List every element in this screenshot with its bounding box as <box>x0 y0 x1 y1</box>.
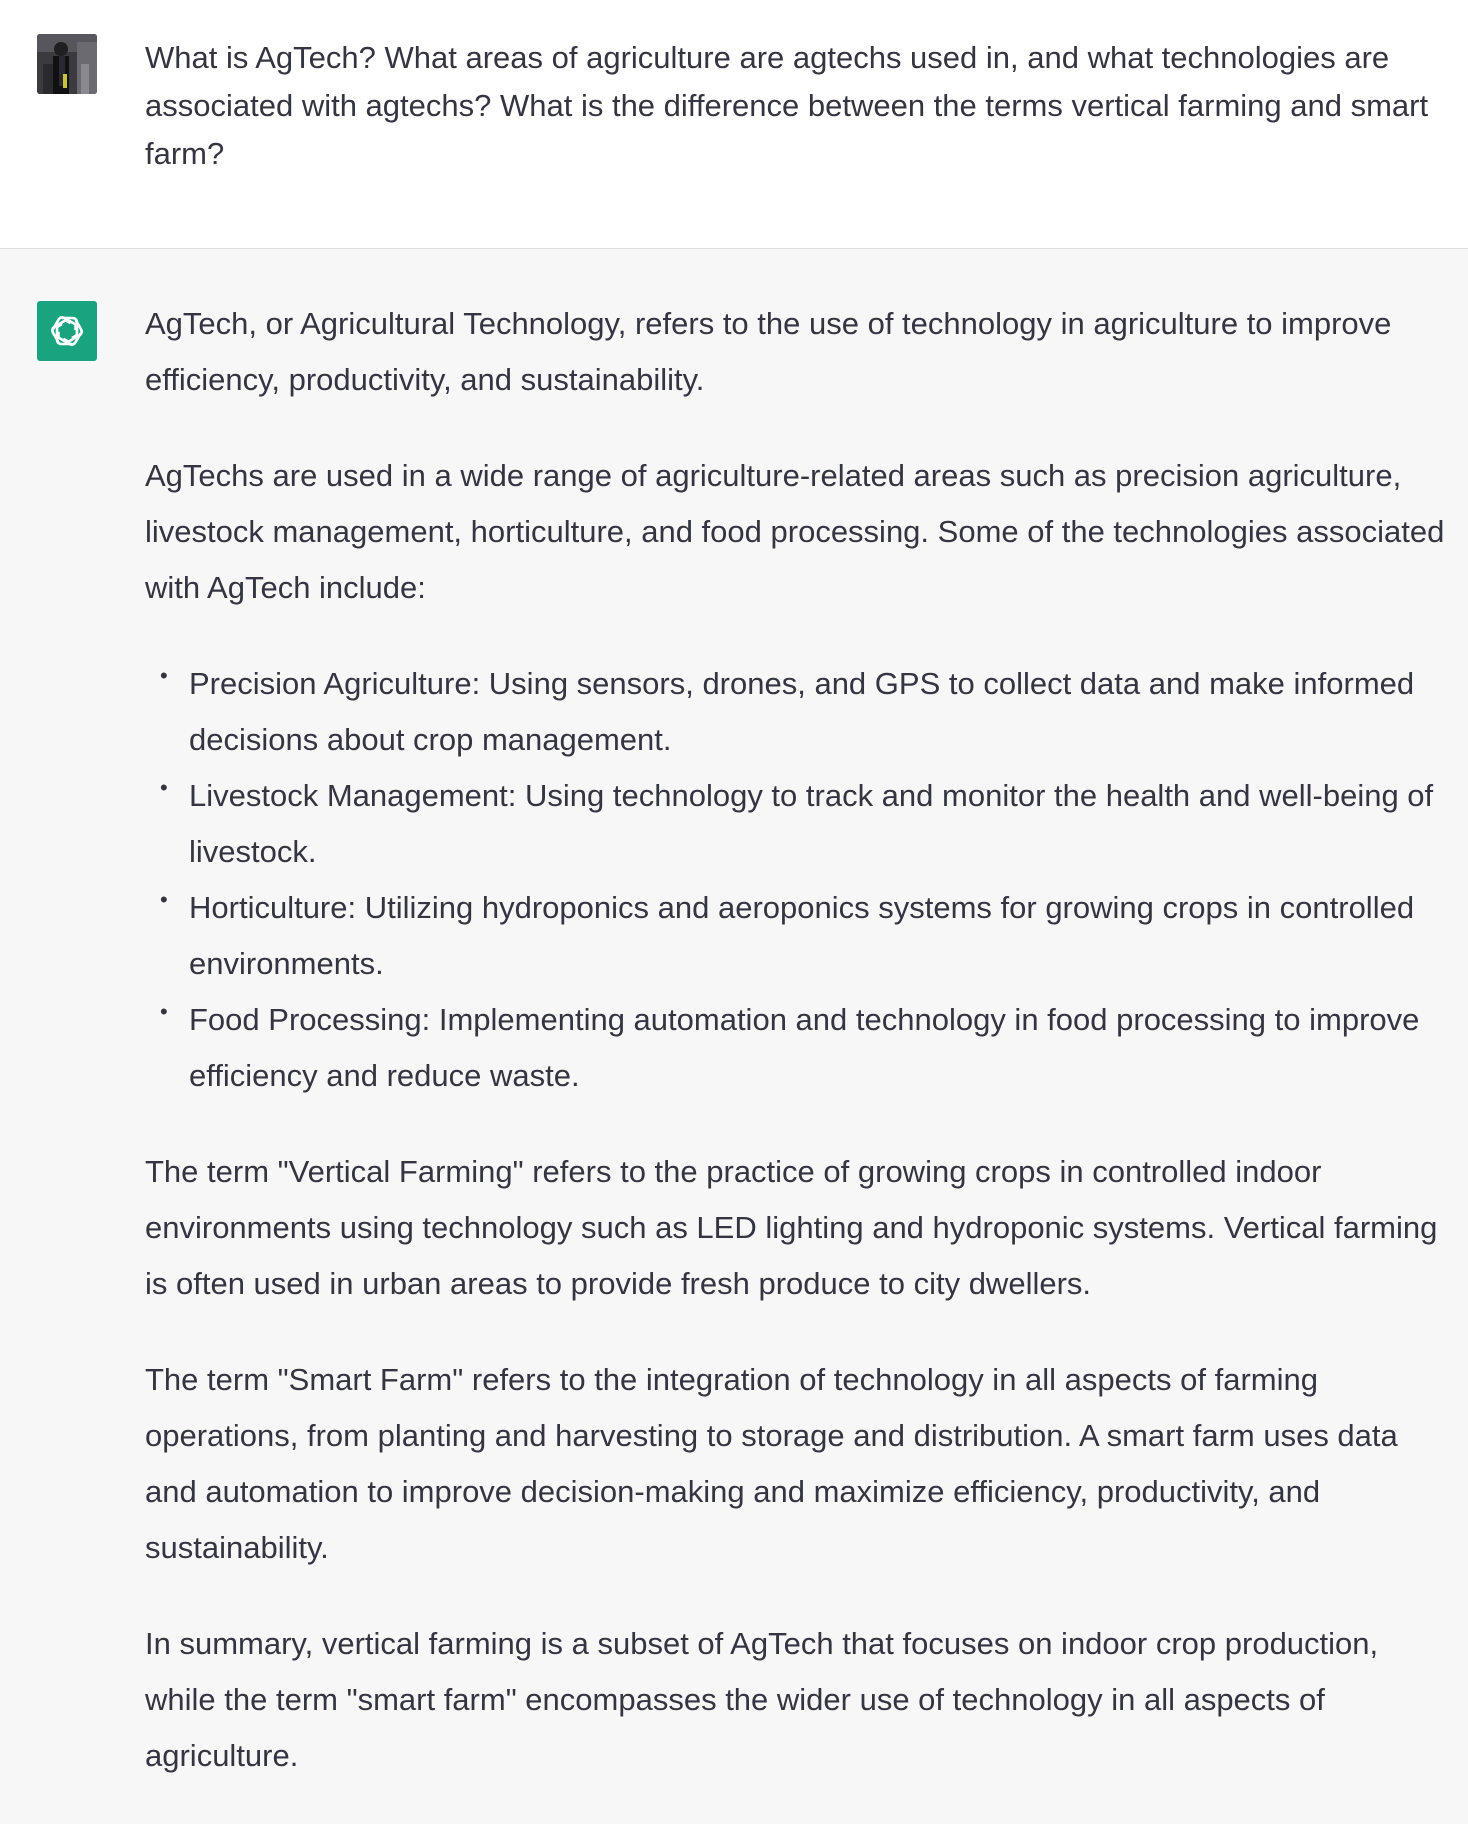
list-item-text: Food Processing: Implementing automation and technology in food processing to improve efficiency and reduce waste. <box>189 1002 1420 1093</box>
user-message-turn <box>0 0 1468 249</box>
bullet-marker: • <box>160 775 168 800</box>
user-photo-avatar-icon <box>37 34 97 94</box>
technologies-list <box>145 656 1455 1104</box>
assistant-paragraph-smart-farm: The term "Smart Farm" refers to the integration of technology in all aspects of farming operations, from planting and harvesting to storage and distribution. A smart farm uses data and automation to improve decision-making and maximize efficiency, productivity, and sustainability. <box>145 1362 1398 1565</box>
assistant-paragraph-definition: AgTech, or Agricultural Technology, refers to the use of technology in agriculture to improve efficiency, productivity, and sustainability. <box>145 306 1392 397</box>
assistant-avatar <box>37 301 97 361</box>
assistant-paragraph-summary: In summary, vertical farming is a subset of AgTech that focuses on indoor crop production, while the term "smart farm" encompasses the wider use of technology in all aspects of agriculture. <box>145 1626 1379 1773</box>
list-item <box>160 992 1455 1104</box>
bullet-marker: • <box>160 887 168 912</box>
openai-logo-icon <box>46 310 88 352</box>
list-item <box>160 656 1455 768</box>
list-item-text: Precision Agriculture: Using sensors, drones, and GPS to collect data and make informed decisions about crop management. <box>189 666 1415 757</box>
list-item-text: Livestock Management: Using technology to track and monitor the health and well-being of livestock. <box>189 778 1434 869</box>
list-item-text: Horticulture: Utilizing hydroponics and aeroponics systems for growing crops in controlled environments. <box>189 890 1415 981</box>
list-item <box>160 880 1455 992</box>
assistant-message-turn <box>0 249 1468 1817</box>
bullet-marker: • <box>160 999 168 1024</box>
assistant-paragraph-areas: AgTechs are used in a wide range of agriculture-related areas such as precision agriculture, livestock management, horticulture, and food processing. Some of the technologies associated with AgTech include: <box>145 458 1445 605</box>
bullet-marker: • <box>160 663 168 688</box>
list-item <box>160 768 1455 880</box>
assistant-message-body <box>145 296 1455 1824</box>
user-message-text: What is AgTech? What areas of agriculture are agtechs used in, and what technologies are associated with agtechs? What is the difference between the terms vertical farming and smart farm? <box>145 40 1429 171</box>
user-avatar <box>37 34 97 94</box>
assistant-paragraph-vertical-farming: The term "Vertical Farming" refers to the practice of growing crops in controlled indoor environments using technology such as LED lighting and hydroponic systems. Vertical farming is often used in urban areas to provide fresh produce to city dwellers. <box>145 1154 1438 1301</box>
